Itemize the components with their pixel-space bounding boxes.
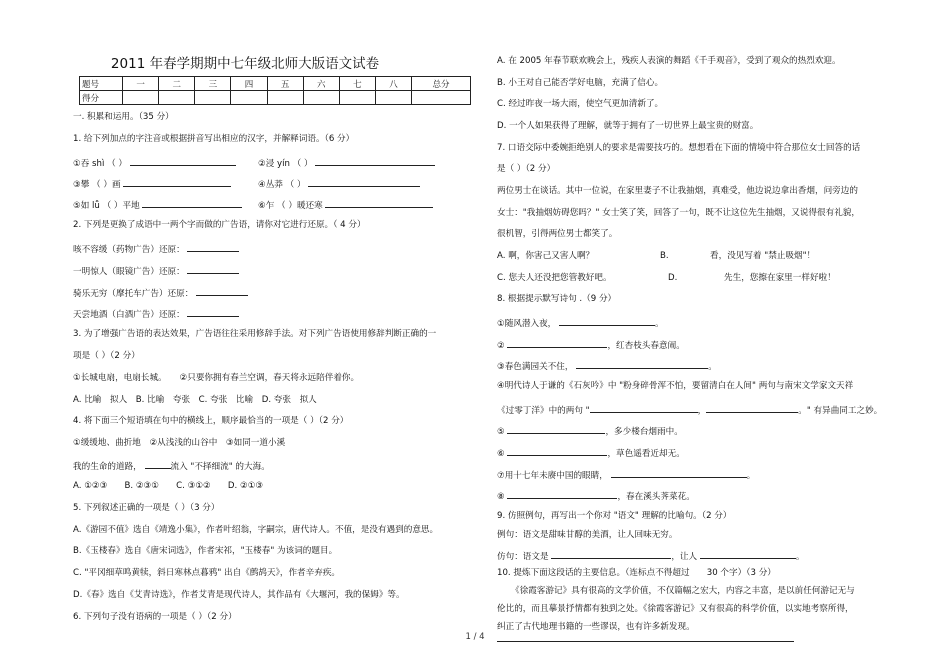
page-title: 2011 年春学期期中七年级北师大版语文试卷 [110,56,380,72]
q2-item-3: 骑乐无穷（摩托车广告）还原： [73,286,248,300]
q1-item-6: ⑥乍 （ ）暖还寒 [258,198,433,212]
score-cell: 五 [267,77,303,91]
score-cell: 二 [159,77,195,91]
question-1: 1. 给下列加点的字注音或根据拼音写出相应的汉字，并解释词语。（6 分） [73,134,355,144]
q5-option-d: D.《春》选自《艾青诗选》，作者艾青是现代诗人，其作品有《大堰河，我的保姆》等。 [73,590,405,600]
q2-item-2: 一明惊人（眼镜广告）还原： [73,264,239,278]
question-9: 9. 仿照例句，再写出一个你对 "语文" 理解的比喻句。（2 分） [497,511,732,521]
score-table [79,76,471,105]
q9-imitation: 仿句：语文是 ，让人 。 [497,549,804,563]
answer-blank[interactable] [507,489,617,499]
answer-blank[interactable] [130,156,236,166]
q8-line-4-cont: 《过零丁洋》中的两句 " ， 。" 有异曲同工之妙。 [497,403,882,417]
q10-passage-1: 《徐霞客游记》具有很高的文学价值，不仅篇幅之宏大，内容之丰富，是以前任何游记无与 [511,586,855,596]
q3-ads: ①长城电扇，电扇长城。 ②只要你拥有春兰空调，春天将永远陪伴着你。 [73,373,360,383]
score-input-cell[interactable] [412,91,471,105]
answer-blank[interactable] [123,177,231,187]
score-input-cell[interactable] [339,91,375,105]
q8-line-5: ⑤ ，多少楼台烟雨中。 [497,424,683,438]
q7-passage-3: 很机智，引得两位男士都笑了。 [497,229,618,239]
q8-line-7: ⑦用十七年未赓中国的眼睛， 。 [497,468,755,482]
score-input-cell[interactable] [159,91,195,105]
score-input-cell[interactable] [375,91,411,105]
q8-line-8: ⑧ ，春在溪头荠菜花。 [497,489,695,503]
score-value-row [80,91,471,105]
q4-sentence: 我的生命的道路， 流入 "不择细流" 的大海。 [73,459,270,473]
q5-option-b: B.《玉楼春》选自《唐宋词选》，作者宋祁，"玉楼春" 为该词的题目。 [73,546,338,556]
question-6: 6. 下列句子没有语病的一项是（ ）（2 分） [73,612,237,622]
score-cell: 三 [195,77,231,91]
question-3-cont: 项是（ ）（2 分） [73,351,140,361]
q10-passage-3: 纠正了古代地理书籍的一些谬误，也有许多新发现。 [497,622,695,632]
section-heading: 一. 积累和运用。（35 分） [73,112,174,122]
answer-blank[interactable] [611,468,747,478]
q3-options: A. 比喻 拟人 B. 比喻 夸张 C. 夸张 比喻 D. 夸张 拟人 [73,395,317,405]
answer-blank[interactable] [187,242,239,252]
q8-line-2: ② ，红杏枝头春意闹。 [497,338,685,352]
question-2: 2. 下列是更换了成语中一两个字而做的广告语，请你对它进行还原。（ 4 分） [73,220,366,230]
score-input-cell[interactable] [123,91,159,105]
answer-blank[interactable] [590,403,698,413]
q1-item-2: ②浸 yín （ ） [258,156,435,170]
question-10: 10. 提炼下面这段话的主要信息。（连标点不得超过 30 个字）（3 分） [497,568,776,578]
score-cell: 一 [123,77,159,91]
score-cell: 得分 [80,91,123,105]
q4-phrases: ①缓缓地、曲折地 ②从浅浅的山谷中 ③如同一道小溪 [73,438,286,448]
score-cell: 题号 [80,77,123,91]
answer-blank[interactable] [196,286,248,296]
q2-item-4: 天尝地酒（白酒广告）还原： [73,307,239,321]
page-number: 1 / 4 [465,632,485,642]
q1-item-5: ⑤如 lǚ （ ）平地 [73,198,242,212]
score-cell: 四 [231,77,267,91]
q6-option-a: A. 在 2005 年春节联欢晚会上，残疾人表演的舞蹈《千手观音》，受到了观众的热烈欢迎。 [497,56,841,66]
score-input-cell[interactable] [267,91,303,105]
answer-blank[interactable] [559,316,655,326]
q7-option-a: A. 啊，你害己又害人啊？ [497,251,595,261]
q10-passage-2: 伦比的，而且摹景抒情都有独到之处。《徐霞客游记》又有很高的科学价值，以实地考察所得， [497,604,854,614]
answer-blank[interactable] [507,338,607,348]
score-input-cell[interactable] [231,91,267,105]
answer-blank[interactable] [551,549,671,559]
question-3: 3. 为了增强广告语的表达效果，广告语往往采用修辞手法。对下列广告语使用修辞判断正确的一 [73,329,437,339]
q1-item-4: ④丛莽 （ ） [258,177,420,191]
answer-blank[interactable] [706,403,798,413]
score-header-row [80,77,471,91]
answer-blank[interactable] [700,549,796,559]
question-7: 7. 口语交际中委婉拒绝别人的要求是需要技巧的。想想看在下面的情境中符合那位女士回答的话 [497,143,861,153]
answer-blank[interactable] [325,198,433,208]
question-5: 5. 下列叙述正确的一项是（ ）（3 分） [73,503,220,513]
q4-options: A. ①②③ B. ②③① C. ③①② D. ②①③ [73,481,264,491]
answer-blank[interactable] [187,264,239,274]
question-4: 4. 将下面三个短语填在句中的横线上，顺序最恰当的一项是（ ）（2 分） [73,416,349,426]
score-cell: 总分 [412,77,471,91]
q1-item-3: ③攀 （ ）画 [73,177,231,191]
score-cell: 六 [303,77,339,91]
answer-blank[interactable] [315,156,435,166]
q7-option-b-letter: B. [660,251,669,261]
answer-blank[interactable] [187,307,239,317]
q8-line-6: ⑥ ，草色遥看近却无。 [497,446,685,460]
q7-option-d-letter: D. [668,273,678,283]
score-cell: 七 [339,77,375,91]
q8-line-4: ④明代诗人于谦的《石灰吟》中 "粉身碎骨浑不怕，要留清白在人间" 两句与南宋文学家文天祥 [497,381,854,391]
q7-option-d: 先生，您擦在家里一样好啦！ [724,273,836,283]
q6-option-b: B. 小王对自己能否学好电脑，充满了信心。 [497,78,664,88]
score-input-cell[interactable] [303,91,339,105]
q7-option-b: 看，没见写着 "禁止吸烟"！ [710,251,816,261]
q6-option-d: D. 一个人如果获得了理解，就等于拥有了一切世界上最宝贵的财富。 [497,121,759,131]
question-8: 8. 根据提示默写诗句 .（9 分） [497,294,617,304]
question-7-cont: 是（ ）（2 分） [497,164,556,174]
score-cell: 八 [375,77,411,91]
score-input-cell[interactable] [195,91,231,105]
q8-line-1: ①随风潜入夜， 。 [497,316,664,330]
q6-option-c: C. 经过昨夜一场大雨，使空气更加清新了。 [497,99,664,109]
q1-item-1: ①吞 shì （ ） [73,156,236,170]
answer-blank[interactable] [507,446,607,456]
answer-blank[interactable] [142,198,242,208]
answer-blank[interactable] [145,459,171,469]
q2-item-1: 咳不容缓（药物广告）还原： [73,242,239,256]
answer-blank[interactable] [308,177,420,187]
q7-option-c: C. 您夫人还没把您管教好吧。 [497,273,612,283]
q8-line-3: ③春色满园关不住， 。 [497,359,717,373]
q5-option-c: C. "平冈细草鸣黄犊，斜日寒林点暮鸦" 出自《鹧鸪天》，作者辛弃疾。 [73,568,341,578]
q9-example: 例句：语文是甜味甘醇的美酒，让人回味无穷。 [497,530,678,540]
answer-blank[interactable] [507,424,605,434]
answer-blank[interactable] [576,359,708,369]
q7-passage-1: 两位男士在谈话。其中一位说，在家里妻子不让我抽烟，真难受，他边说边拿出香烟，问旁边的 [497,186,858,196]
q5-option-a: A.《游园不值》选自《靖逸小集》，作者叶绍翁，字嗣宗，唐代诗人。不值，是没有遇到的意思。 [73,525,439,535]
q7-passage-2: 女士："我抽烟妨碍您吗？" 女士笑了笑，回答了一句，既不让这位先生抽烟，又说得很有礼貌， [497,208,860,218]
